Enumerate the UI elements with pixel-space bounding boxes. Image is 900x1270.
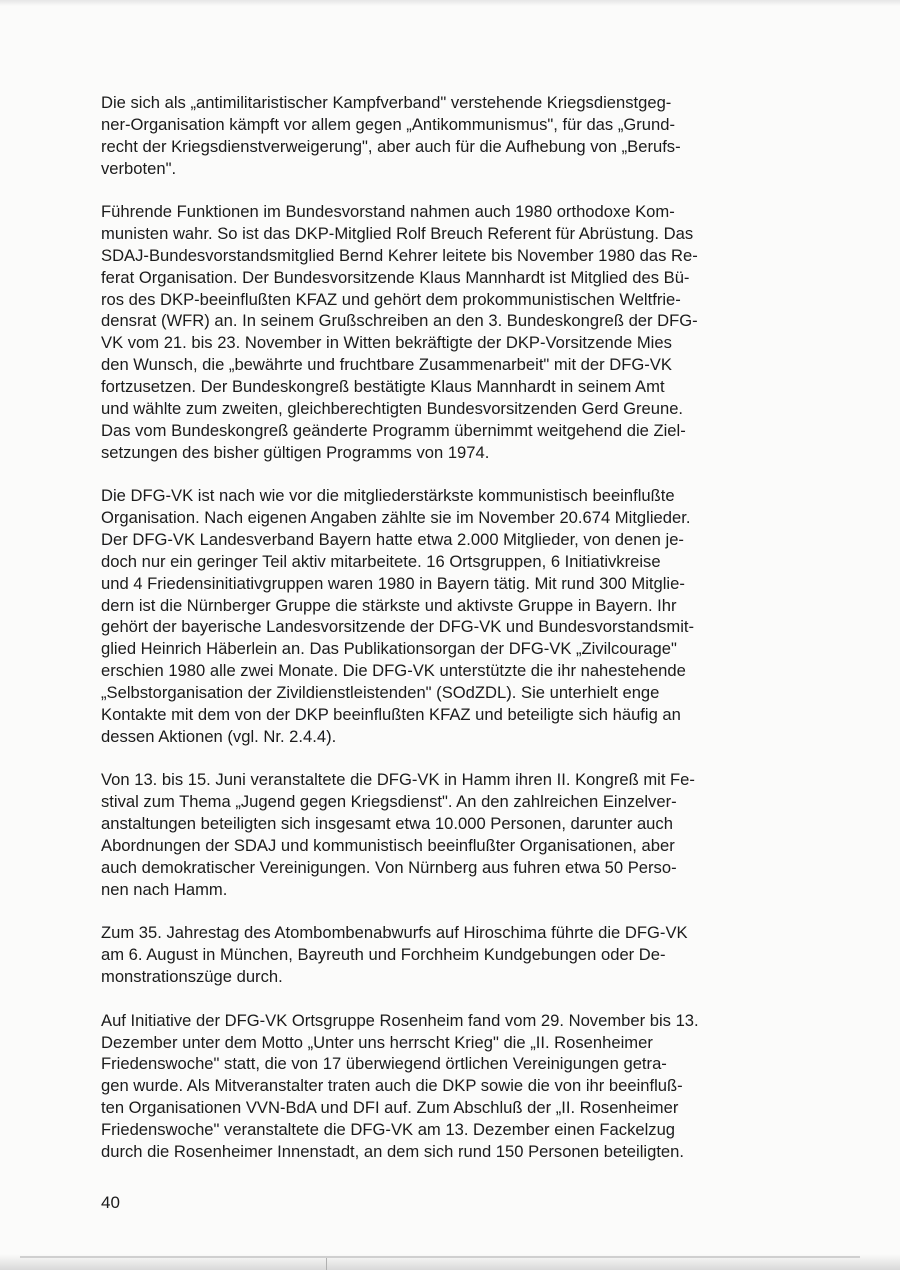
scan-bottom-tick — [326, 1258, 327, 1270]
paragraph-dfg-vk-self-description: Die sich als „antimilitaristischer Kampfverband" verstehende Kriegsdienstgeg- ner-Organisation kämpft vor allem gegen „Antikommunismus", für das „Grund- recht der Kriegsdienstverweigerung", aber auch für die Aufhebung von „Berufs- verboten". — [101, 93, 681, 178]
page-number: 40 — [101, 1193, 120, 1212]
paragraph-membership-bavaria: Die DFG-VK ist nach wie vor die mitgliederstärkste kommunistisch beeinflußte Organisation. Nach eigenen Angaben zählte sie im November 20.674 Mitglieder. Der DFG-VK Landesverband Bayern hatte etwa 2.000 Mitglieder, von denen je- doch nur ein geringer Teil aktiv mitarbeitete. 16 Ortsgruppen, 6 Initiativkreise und 4 Friedensinitiativgruppen waren 1980 in Bayern tätig. Mit rund 300 Mitglie- dern ist die Nürnberger Gruppe die stärkste und aktivste Gruppe in Bayern. Ihr gehört der bayerische Landesvorsitzende der DFG-VK und Bundesvorstandsmit- glied Heinrich Häberlein an. Das Publikationsorgan der DFG-VK „Zivilcourage" erschien 1980 alle zwei Monate. Die DFG-VK unterstützte die ihr nahestehende „Selbstorganisation der Zivildienstleistenden" (SOdZDL). Sie unterhielt enge Kontakte mit dem von der DKP beeinflußten KFAZ und beteiligte sich häufig an dessen Aktionen (vgl. Nr. 2.4.4). — [101, 486, 695, 746]
scan-bottom-line — [20, 1256, 860, 1258]
paragraph-rosenheim-peace-week: Auf Initiative der DFG-VK Ortsgruppe Rosenheim fand vom 29. November bis 13. Dezember unter dem Motto „Unter uns herrscht Krieg" die „II. Rosenheimer Friedenswoche" statt, die von 17 überwiegend örtlichen Vereinigungen getra- gen wurde. Als Mitveranstalter traten auch die DKP sowie die von ihr beeinfluß- ten Organisationen VVN-BdA und DFI auf. Zum Abschluß der „II. Rosenheimer Friedenswoche" veranstaltete die DFG-VK am 13. Dezember einen Fackelzug durch die Rosenheimer Innenstadt, an dem sich rund 150 Personen beteiligten. — [101, 1010, 699, 1161]
paragraph-federal-board-functions: Führende Funktionen im Bundesvorstand nahmen auch 1980 orthodoxe Kom- munisten wahr. So ist das DKP-Mitglied Rolf Breuch Referent für Abrüstung. Das SDAJ-Bundesvorstandsmitglied Bernd Kehrer leitete bis November 1980 das Re- ferat Organisation. Der Bundesvorsitzende Klaus Mannhardt ist Mitglied des Bü- ros des DKP-beeinflußten KFAZ und gehört dem prokommunistischen Weltfrie- densrat (WFR) an. In seinem Grußschreiben an den 3. Bundeskongreß der DFG- VK vom 21. bis 23. November in Witten bekräftigte der DKP-Vorsitzende Mies den Wunsch, die „bewährte und fruchtbare Zusammenarbeit" mit der DFG-VK fortzusetzen. Der Bundeskongreß bestätigte Klaus Mannhardt in seinem Amt und wählte zum zweiten, gleichberechtigten Bundesvorsitzenden Gerd Greune. Das vom Bundeskongreß geänderte Programm übernimmt weitgehend die Ziel- setzungen des bisher gültigen Programms von 1974. — [101, 202, 698, 462]
paragraph-hamm-congress: Von 13. bis 15. Juni veranstaltete die DFG-VK in Hamm ihren II. Kongreß mit Fe- stival zum Thema „Jugend gegen Kriegsdienst". An den zahlreichen Einzelver- anstaltungen beteiligten sich insgesamt etwa 10.000 Personen, darunter auch Abordnungen der SDAJ und kommunistisch beeinflußter Organisationen, aber auch demokratischer Vereinigungen. Von Nürnberg aus fuhren etwa 50 Perso- nen nach Hamm. — [101, 770, 695, 899]
paragraph-hiroshima-anniversary: Zum 35. Jahrestag des Atombombenabwurfs auf Hiroschima führte die DFG-VK am 6. August in München, Bayreuth und Forchheim Kundgebungen oder De- monstrationszüge durch. — [101, 923, 688, 986]
scan-top-edge — [0, 0, 900, 6]
body-text — [101, 92, 782, 1163]
